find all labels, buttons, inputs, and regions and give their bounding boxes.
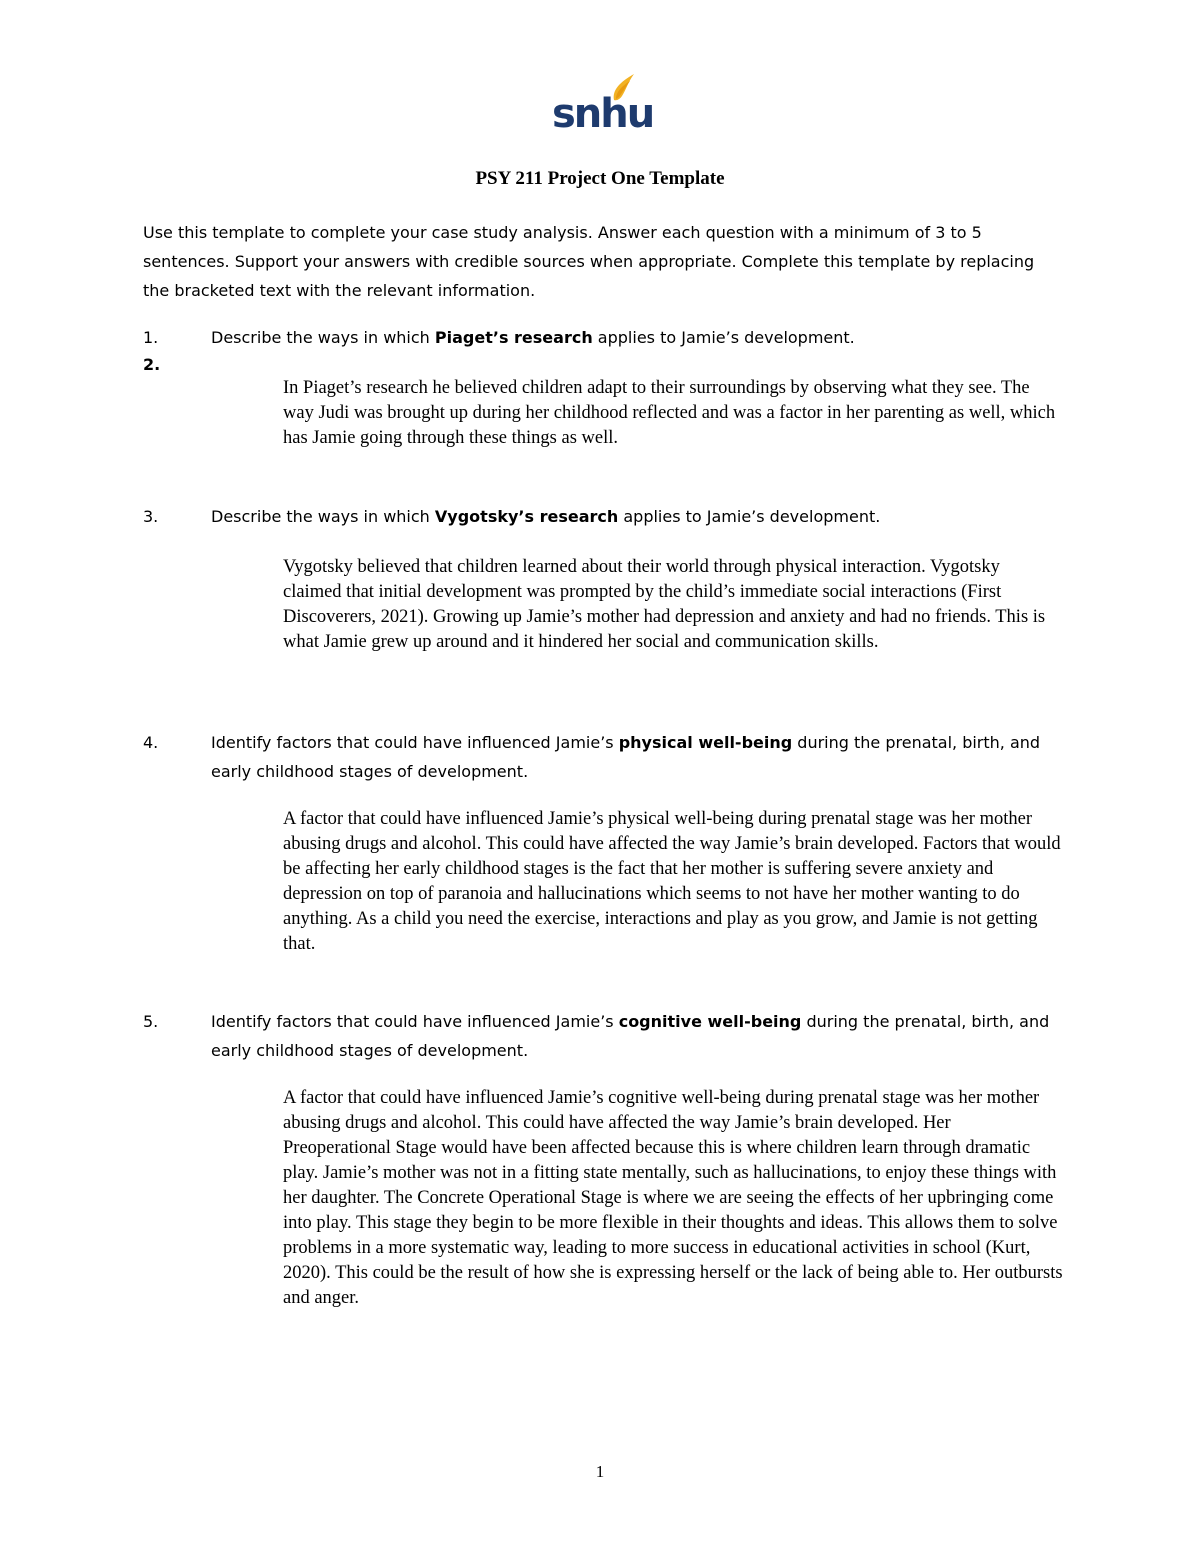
intro-paragraph: Use this template to complete your case study analysis. Answer each question with a minimum of 3 to 5 sentences. Support your answers with credible sources when appropriate. Complete this template by replacing the bracketed text with the relevant information. <box>143 223 1035 300</box>
page-title: PSY 211 Project One Template <box>475 168 725 189</box>
question-text: Identify factors that could have influenced Jamie’s cognitive well-being during the prenatal, birth, and early childhood stages of development. <box>211 1012 1050 1060</box>
snhu-logo <box>552 70 654 137</box>
question-emphasis: Piaget’s research <box>434 328 593 347</box>
question-number: 3. <box>143 507 159 526</box>
logo-text: snhu <box>552 91 654 137</box>
answer-1: In Piaget’s research he believed children adapt to their surroundings by observing what they see. The way Judi was brought up during her childhood reflected and was a factor in her parenting as well, which has Jamie going through these things as well. <box>283 378 1056 448</box>
question-1 <box>143 323 1063 352</box>
question-4 <box>143 728 1063 786</box>
question-number: 1. <box>143 328 159 347</box>
page-number: 1 <box>595 1462 605 1481</box>
answer-3: A factor that could have influenced Jamie’s physical well-being during prenatal stage was her mother abusing drugs and alcohol. This could have affected the way Jamie’s brain developed. Factors that would be affecting her early childhood stages is the fact that her mother is suffering severe anxiety and depression on top of paranoia and hallucinations which seems to not have her mother wanting to do anything. As a child you need the exercise, interactions and play as you grow, and Jamie is not getting that. <box>283 809 1061 954</box>
question-emphasis: Vygotsky’s research <box>434 507 619 526</box>
answer-2: Vygotsky believed that children learned about their world through physical interaction. Vygotsky claimed that initial development was prompted by the child’s immediate social interactions (First Discoverers, 2021). Growing up Jamie’s mother had depression and anxiety and had no friends. This is what Jamie grew up around and it hindered her social and communication skills. <box>283 557 1046 652</box>
question-emphasis: physical well-being <box>618 733 793 752</box>
question-text: Identify factors that could have influenced Jamie’s physical well-being during the prenatal, birth, and early childhood stages of development. <box>211 733 1041 781</box>
question-number: 4. <box>143 733 159 752</box>
question-text: Describe the ways in which Piaget’s research applies to Jamie’s development. <box>211 328 855 347</box>
question-5 <box>143 1007 1063 1065</box>
question-number: 2. <box>143 355 161 374</box>
question-emphasis: cognitive well-being <box>618 1012 802 1031</box>
question-number: 5. <box>143 1012 159 1031</box>
question-3 <box>143 502 1063 531</box>
question-text: Describe the ways in which Vygotsky’s research applies to Jamie’s development. <box>211 507 881 526</box>
answer-4: A factor that could have influenced Jamie’s cognitive well-being during prenatal stage was her mother abusing drugs and alcohol. This could have affected the way Jamie’s brain developed. Her Preoperational Stage would have been affected because this is where children learn through dramatic play. Jamie’s mother was not in a fitting state mentally, such as hallucinations, to enjoy these things with her daughter. The Concrete Operational Stage is where we are seeing the effects of her upbringing come into play. This stage they begin to be more flexible in their thoughts and ideas. This allows them to solve problems in a more systematic way, leading to more success in educational activities in school (Kurt, 2020). This could be the result of how she is expressing herself or the lack of being able to. Her outbursts and anger. <box>283 1088 1063 1308</box>
